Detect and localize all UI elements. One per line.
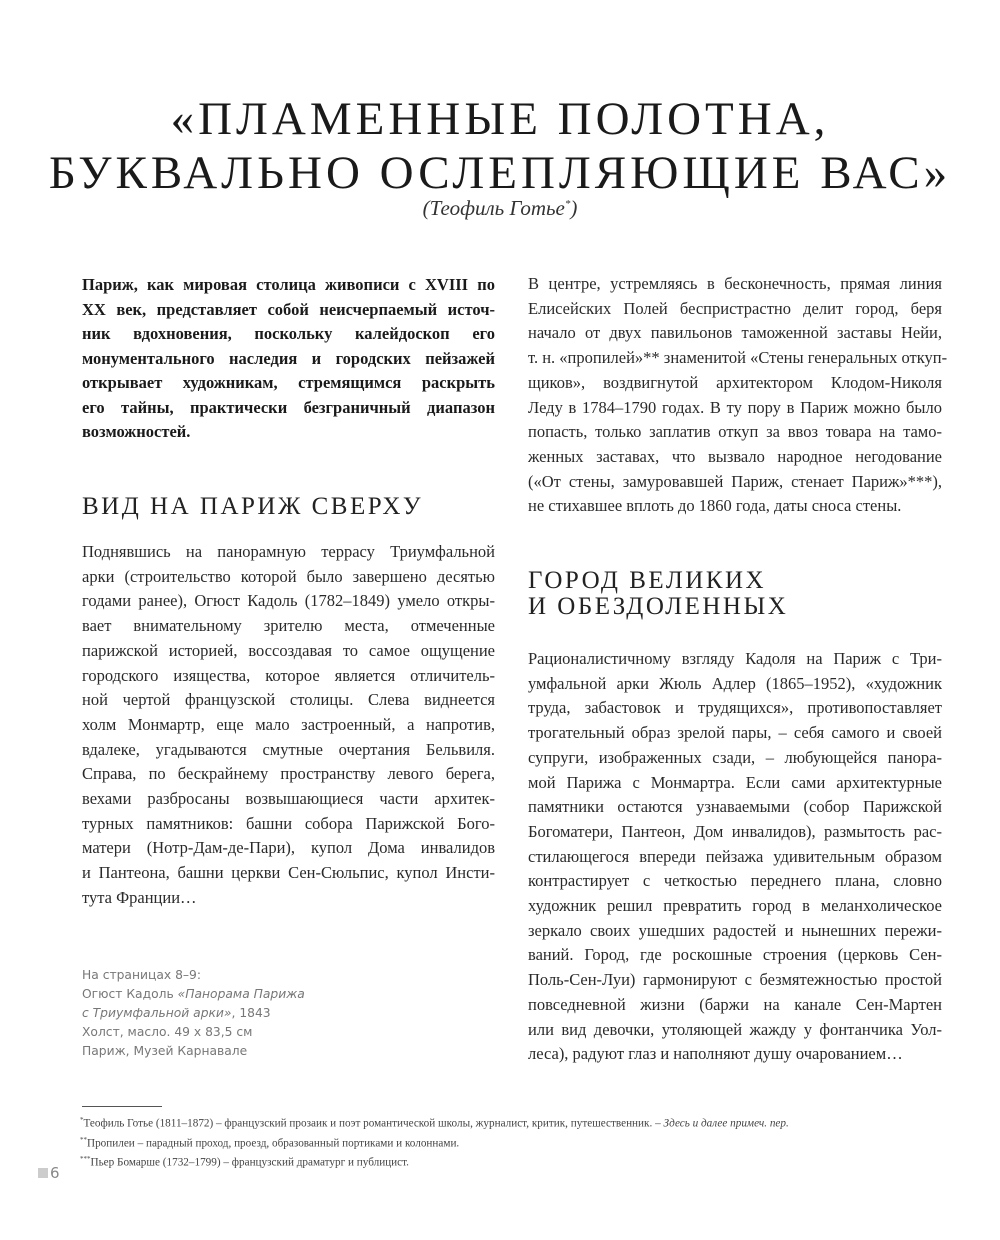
caption-painting-title: «Панорама Парижа — [177, 987, 305, 1001]
text-line: городского изящества, которое является отличитель- — [82, 665, 495, 685]
footnote — [80, 1132, 789, 1152]
section-view-from-above-body — [82, 540, 495, 911]
text-line: возможностей. — [82, 422, 191, 441]
footnote-mark: *** — [80, 1155, 91, 1164]
text-line: («От стены, замуровавшей Париж, стенает Париж»***), — [528, 471, 942, 491]
page-marker-icon — [38, 1168, 48, 1178]
footnote-note: Здесь и далее примеч. пер. — [663, 1117, 789, 1130]
text-line: Поднявшись на панорамную террасу Триумфальной — [82, 542, 495, 561]
section-heading-view-from-above: ВИД НА ПАРИЖ СВЕРХУ — [82, 493, 424, 520]
text-line: открывает художникам, стремящимся раскрыть — [82, 373, 495, 392]
section-heading-city-line-1: ГОРОД ВЕЛИКИХ — [528, 567, 767, 594]
text-line: Справа, по бескрайнему пространству левого берега, — [82, 764, 495, 784]
text-line: холм Монмартр, еще мало застроенный, а напротив, — [82, 714, 495, 734]
caption-author: Огюст Кадоль — [82, 987, 178, 1001]
image-caption — [82, 966, 305, 1061]
caption-line: Холст, масло. 49 х 83,5 см — [82, 1025, 253, 1039]
text-line: стилающегося впереди пейзажа удивительным образом — [528, 846, 942, 866]
text-line: зеркало своих ушедших радостей и нынешних пережи- — [528, 920, 942, 940]
caption-line: Париж, Музей Карнавале — [82, 1044, 248, 1058]
footnote-mark: * — [80, 1116, 84, 1124]
caption-painting-title: с Триумфальной арки» — [82, 1006, 232, 1020]
page-number — [38, 1164, 60, 1182]
text-line: щиков», воздвигнутой архитектором Клодом-Николя — [528, 372, 942, 392]
text-line: Рационалистичному взгляду Кадоля на Париж с Три- — [528, 649, 942, 668]
page-number-text: 6 — [50, 1164, 60, 1182]
text-line: вехами разбросаны возвышающиеся части архитек- — [82, 789, 495, 809]
footnote-mark: * — [564, 198, 571, 210]
title-attribution — [0, 196, 1000, 221]
text-line: мой Парижа с Монмартра. Если сами архитектурные — [528, 772, 942, 792]
text-line: Поль-Сен-Луи) гармонируют с безмятежностью простой — [528, 970, 942, 990]
footnote-text: Теофиль Готье (1811–1872) – французский прозаик и поэт романтической школы, журналист, критик, путешественник. – — [83, 1117, 664, 1130]
text-line: XX век, представляет собой неисчерпаемый источ- — [82, 299, 495, 319]
text-line: контрастирует с четкостью переднего плана, словно — [528, 871, 942, 891]
text-line: матери (Нотр-Дам-де-Пари), купол Дома инвалидов — [82, 838, 495, 858]
text-line: труда, забастовок и трудящихся», противопоставляет — [528, 698, 942, 718]
text-line: Леду в 1784–1790 годах. В ту пору в Париж можно было — [528, 397, 942, 417]
text-line: ваний. Город, где роскошные строения (церковь Сен- — [528, 945, 942, 965]
footnotes — [80, 1112, 789, 1171]
text-line: т. н. «пропилей»** знаменитой «Стены генеральных откуп- — [528, 348, 948, 368]
text-line: арки (строительство которой было завершено десятью — [82, 566, 495, 586]
text-line: и Пантеона, башни церкви Сен-Сюльпис, купол Инсти- — [82, 863, 495, 883]
text-line: его тайны, практически безграничный диапазон — [82, 397, 495, 417]
caption-line — [82, 1004, 305, 1023]
intro-paragraph — [82, 273, 495, 445]
text-line: ник вдохновения, поскольку калейдоскоп его — [82, 324, 495, 343]
text-line: Париж, как мировая столица живописи с XVIII по — [82, 275, 495, 294]
page-title-line-1: «ПЛАМЕННЫЕ ПОЛОТНА, — [170, 93, 830, 145]
text-line: монументального наследия и городских пейзажей — [82, 348, 495, 368]
footnote-text: Пропилеи – парадный проход, проезд, образованный портиками и колоннами. — [87, 1137, 460, 1150]
text-line: умфальной арки Жюль Адлер (1865–1952), «художник — [528, 673, 942, 693]
section-city-body — [528, 647, 942, 1067]
text-line: годами ранее), Огюст Кадоль (1782–1849) умело откры- — [82, 591, 495, 611]
text-line: турных памятников: башни собора Парижской Бого- — [82, 813, 495, 833]
footnote — [80, 1112, 789, 1132]
text-line: Елисейских Полей беспристрастно делит город, беря — [528, 298, 942, 318]
footnote-text: Пьер Бомарше (1732–1799) – французский драматург и публицист. — [90, 1157, 409, 1170]
text-line: или вид девочки, утоляющей жажду у фонтанчика Уол- — [528, 1019, 942, 1039]
text-line: художник решил превратить город в меланхолическое — [528, 896, 942, 916]
text-line: памятники остаются узнаваемыми (собор Парижской — [528, 797, 942, 817]
text-line: леса), радуют глаз и наполняют душу очарованием… — [528, 1044, 903, 1064]
attribution-end: ) — [570, 196, 578, 220]
text-line: повседневной жизни (баржи на канале Сен-Мартен — [528, 994, 942, 1014]
caption-line: На страницах 8–9: — [82, 968, 202, 982]
text-line: Богоматери, Пантеон, Дом инвалидов), размытость рас- — [528, 821, 942, 841]
text-line: супруги, изображенных сзади, – любующейся панора- — [528, 747, 942, 767]
footnote-divider — [82, 1106, 162, 1107]
attribution-text: (Теофиль Готье — [422, 196, 565, 220]
text-line: ной чертой французской столицы. Слева виднеется — [82, 690, 495, 710]
text-line: не стихавшее вплоть до 1860 года, даты сноса стены. — [528, 496, 902, 516]
text-line: попасть, только заплатив откуп за ввоз товара на тамо- — [528, 422, 942, 442]
text-line: начало от двух павильонов таможенной заставы Нейи, — [528, 323, 942, 343]
section-heading-city-line-2: И ОБЕЗДОЛЕННЫХ — [528, 593, 789, 620]
footnote-mark: ** — [80, 1135, 87, 1144]
text-line: парижской историей, воссоздавая то самое ощущение — [82, 640, 495, 660]
text-line: вает внимательному зрителю места, отмеченные — [82, 616, 495, 636]
caption-line — [82, 985, 305, 1004]
text-line: вдалеке, угадываются смутные очертания Бельвиля. — [82, 739, 495, 759]
text-line: тута Франции… — [82, 887, 197, 907]
text-line: В центре, устремляясь в бесконечность, прямая линия — [528, 274, 942, 293]
footnote — [80, 1151, 789, 1171]
caption-year: , 1843 — [231, 1006, 271, 1020]
text-line: трогательный образ зрелой пары, – себя самого и своей — [528, 723, 942, 743]
right-column-top-paragraph — [528, 272, 948, 519]
page-title-line-2: БУКВАЛЬНО ОСЛЕПЛЯЮЩИЕ ВАС» — [48, 147, 952, 199]
text-line: женных заставах, что вызвало народное негодование — [528, 446, 942, 466]
